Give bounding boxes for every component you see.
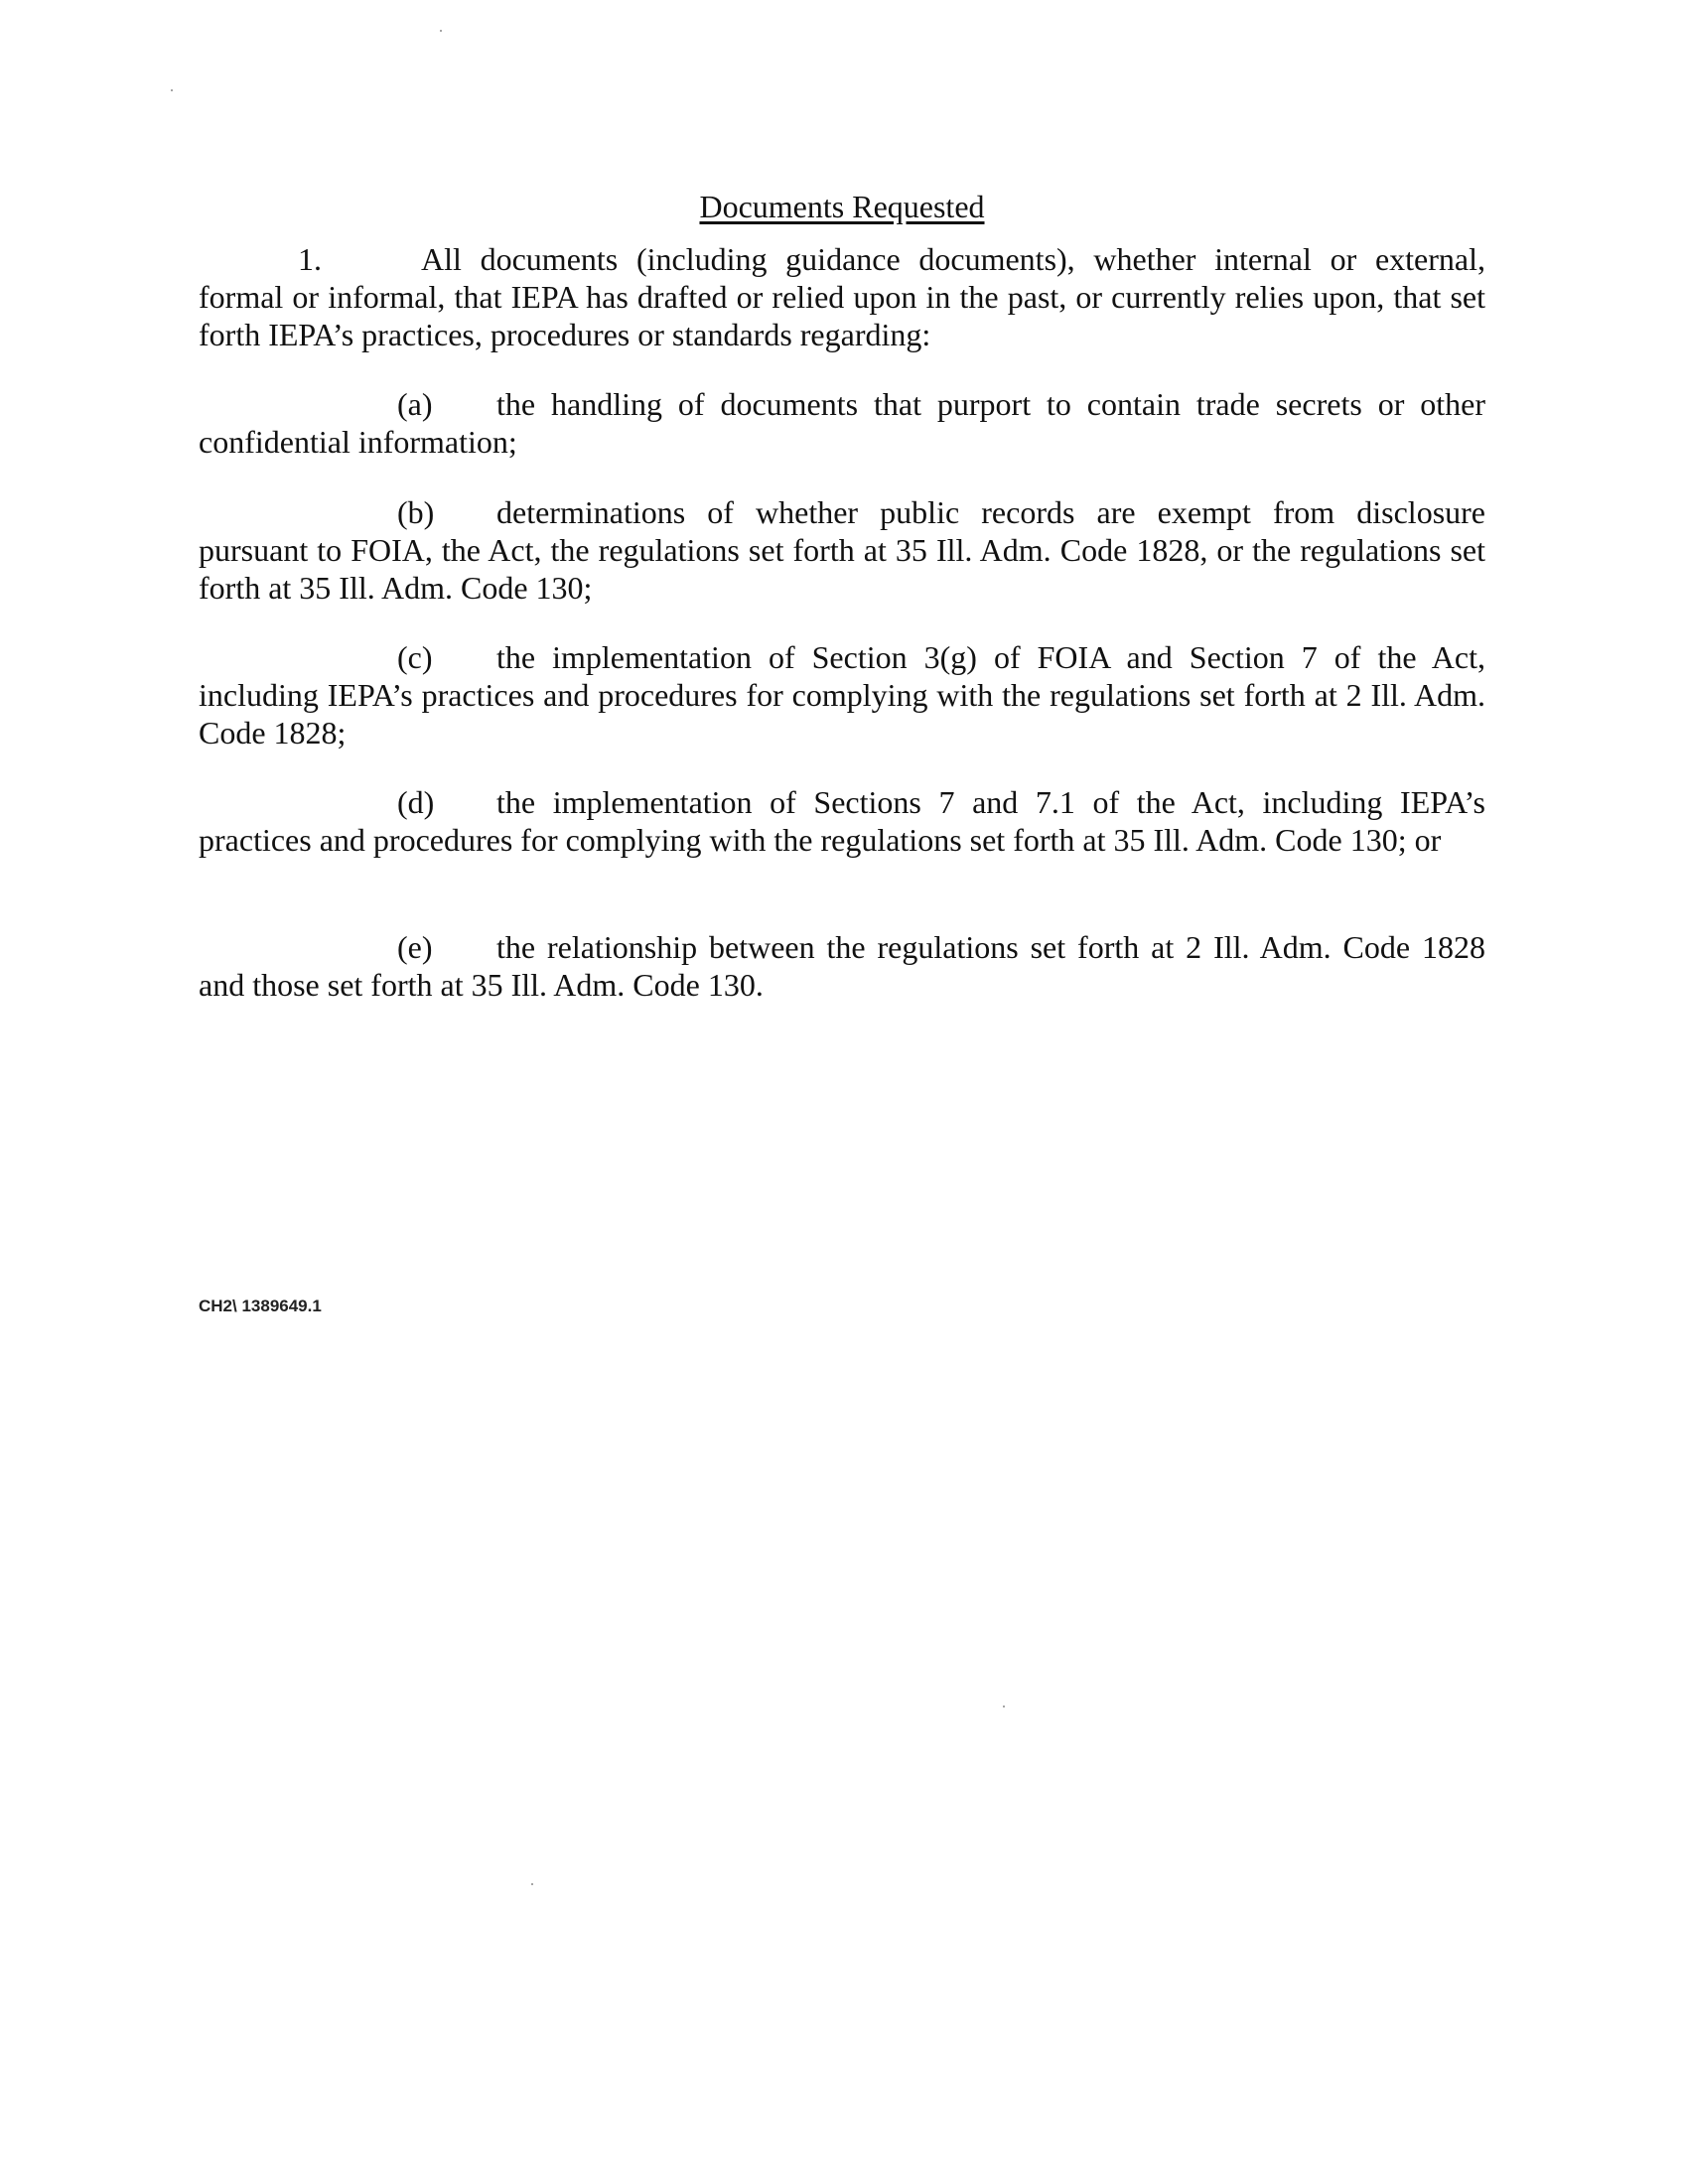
subitem-label: (a) bbox=[397, 386, 433, 422]
page-title: Documents Requested bbox=[699, 189, 985, 224]
scan-speck bbox=[531, 1883, 533, 1885]
subitem-text: determinations of whether public records are exempt from disclosure pursuant to FOIA, the Act, the regulations set forth at 35 Ill. Adm. Code 1828, or the regulations set forth at 35 Ill. Adm. Code 130; bbox=[199, 494, 1485, 606]
subitem-text: the implementation of Section 3(g) of FOIA and Section 7 of the Act, including IEPA’s practices and procedures for complying with the regulations set forth at 2 Ill. Adm. Code 1828; bbox=[199, 639, 1485, 751]
item-number: 1. bbox=[298, 241, 322, 277]
scan-speck bbox=[440, 30, 442, 32]
scan-speck bbox=[171, 89, 173, 91]
scan-speck bbox=[1003, 1706, 1005, 1707]
subitem-label: (b) bbox=[397, 494, 435, 530]
subitem-b-paragraph bbox=[199, 493, 1485, 607]
subitem-e-paragraph bbox=[199, 928, 1485, 1004]
item-text: All documents (including guidance documents), whether internal or external, formal or informal, that IEPA has drafted or relied upon in the past, or currently relies upon, that set forth IEPA’s practices, procedures or standards regarding: bbox=[199, 241, 1485, 352]
document-id-footer: CH2\ 1389649.1 bbox=[199, 1297, 322, 1315]
subitem-text: the implementation of Sections 7 and 7.1 of the Act, including IEPA’s practices and procedures for complying with the regulations set forth at 35 Ill. Adm. Code 130; or bbox=[199, 784, 1485, 858]
subitem-a-paragraph bbox=[199, 385, 1485, 461]
subitem-d-paragraph bbox=[199, 783, 1485, 859]
subitem-label: (e) bbox=[397, 929, 433, 965]
subitem-label: (d) bbox=[397, 784, 435, 820]
item-1-paragraph bbox=[199, 240, 1485, 353]
subitem-text: the relationship between the regulations set forth at 2 Ill. Adm. Code 1828 and those set forth at 35 Ill. Adm. Code 130. bbox=[199, 929, 1485, 1003]
subitem-text: the handling of documents that purport to contain trade secrets or other confidential information; bbox=[199, 386, 1485, 460]
subitem-label: (c) bbox=[397, 639, 433, 675]
subitem-c-paragraph bbox=[199, 638, 1485, 751]
